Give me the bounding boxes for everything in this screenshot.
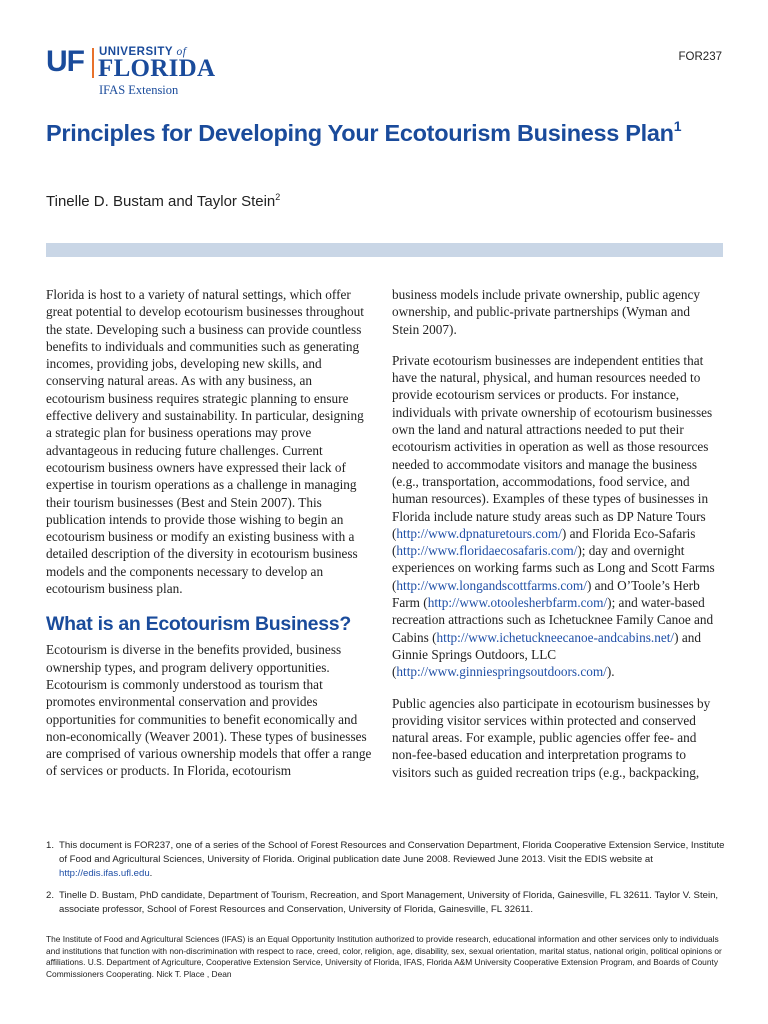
link-otooles-herb-farm[interactable]: http://www.otoolesherbfarm.com/ [427,595,608,611]
footnote-text: This document is FOR237, one of a series of the School of Forest Resources and Conservation Department, Florida Cooperative Extension Service, Institute of Food and Agricultural Sciences, University of Florida. Original publication date June 2008. Reviewed June 2013. Visit the EDIS website at http://edis.ifas.ufl.edu. [59,840,725,879]
logo-university-text: UNIVERSITY of [99,46,187,58]
document-title: Principles for Developing Your Ecotourism Business Plan$^1$ [46,118,682,146]
footnote-number: 1. [46,840,55,851]
logo-divider [92,48,94,78]
ownership-models-paragraph: business models include private ownership, public agency ownership, and public-private partnerships (Wyman and Stein 2007). [392,287,700,337]
right-column [392,286,718,781]
footnote-2 [46,889,726,917]
equal-opportunity-disclaimer: The Institute of Food and Agricultural Sciences (IFAS) is an Equal Opportunity Institution authorized to provide research, educational information and other services only to individuals and institutions that function with non-discrimination with respect to race, creed, color, religion, age, disability, sex, sexual orientation, marital status, national origin, political opinions or affiliations. U.S. Department of Agriculture, Cooperative Extension Service, University of Florida, IFAS, Florida A&M University Cooperative Extension Program, and Boards of County Commissioners Cooperating. Nick T. Place , Dean [46,934,722,979]
link-florida-eco-safaris[interactable]: http://www.floridaecosafaris.com/ [396,543,578,559]
footnote-text: Tinelle D. Bustam, PhD candidate, Department of Tourism, Recreation, and Sport Management, University of Florida, Gainesville, FL 32611. Taylor V. Stein, associate professor, School of Forest Resources and Conservation, University of Florida, Gainesville, FL 32611. [59,890,719,915]
authors-line: Tinelle D. Bustam and Taylor Stein$^2$ [46,192,281,210]
public-agencies-paragraph: Public agencies also participate in ecotourism businesses by providing visitor services within protected and conserved natural areas. For example, public agencies offer fee- and non-fee-based education and interpretation programs to visitors such as guided recreation trips (e.g., backpacking, [392,695,711,780]
footnote-number: 2. [46,890,55,901]
section-paragraph: Ecotourism is diverse in the benefits provided, business ownership types, and program delivery opportunities. Ecotourism is commonly understood as tourism that promotes environmental conservation and provides opportunities for communities to benefit economically and non-economically (Weaver 2001). These types of businesses are comprised of various ownership models that offer a range of services or products. In Florida, ecotourism [46,642,372,779]
logo-ifas-extension-text: IFAS Extension [99,83,179,97]
section-heading: What is an Ecotourism Business? [46,613,351,636]
left-column [46,286,372,780]
document-number: FOR237 [678,51,722,63]
title-footnote-ref: 1 [673,118,682,134]
intro-paragraph: Florida is host to a variety of natural settings, which offer great potential to develop ecotourism businesses throughout the state. Developing such a business can provide countless benefits to individuals and communities such as generating incomes, providing jobs, developing new skills, and conserving natural areas. As with any business, an ecotourism business requires strategic planning to ensure effective delivery and sustainability. In particular, designing a strategic plan for business operations may prove advantageous in reducing future challenges. Current ecotourism business owners have expressed their lack of expertise in tourism operations as a challenge in managing their tourism businesses (Best and Stein 2007). This publication intends to provide those wishing to begin an ecotourism business or modify an existing business with a detailed description of the diversity in ecotourism business models and the components necessary to develop an ecotourism business plan. [46,287,364,597]
private-businesses-paragraph: Private ecotourism businesses are independent entities that have the natural, physical, and human resources needed to provide ecotourism services or products. For instance, individuals with private ownership of ecotourism businesses own the land and natural attractions needed to put their ecotourism activities in operation as well as those resources needed to accommodate visitors and manage the business (e.g., transportation, accommodations, food service, and human resources). Examples of these types of businesses in Florida include nature study areas such as DP Nature Tours (http://www.dpnaturetours.com/) and Florida Eco-Safaris (http://www.floridaecosafaris.com/); day and overnight experiences on working farms such as Long and Scott Farms (http://www.longandscottfarms.com/) and O’Toole’s Herb Farm (http://www.otoolesherbfarm.com/); and water-based recreation attractions such as Ichetucknee Family Canoe and Cabins (http://www.ichetuckneecanoe-andcabins.net/) and Ginnie Springs Outdoors, LLC (http://www.ginniespringsoutdoors.com/). [392,352,715,680]
logo-florida-text: FLORIDA [98,55,216,82]
link-edis-website[interactable]: http://edis.ifas.ufl.edu [59,868,150,879]
header-divider-bar [46,243,723,257]
uf-ifas-logo [46,44,216,100]
logo-uf-mark: UF [46,45,84,78]
link-ginnie-springs[interactable]: http://www.ginniespringsoutdoors.com/ [396,664,607,680]
link-dp-nature-tours[interactable]: http://www.dpnaturetours.com/ [396,525,562,541]
link-long-and-scott-farms[interactable]: http://www.longandscottfarms.com/ [396,577,587,593]
authors-footnote-ref: 2 [275,192,281,202]
footnote-1 [46,839,726,881]
link-ichetucknee-canoe[interactable]: http://www.ichetuckneecanoe-andcabins.net/ [436,629,675,645]
